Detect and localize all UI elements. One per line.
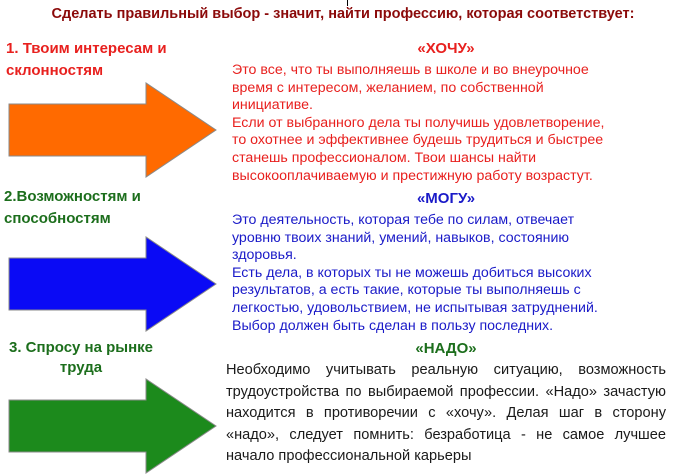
page-heading: Сделать правильный выбор - значит, найти профессию, которая соответствует: (51, 6, 635, 22)
section-1-arrow-shape (9, 83, 216, 177)
section-3-label-text: Спросу на рынке труда (25, 339, 153, 376)
section-2-line: Это деятельность, которая тебе по силам, отвечает (232, 212, 575, 228)
section-1-text (232, 62, 672, 185)
section-1-line: Если от выбранного дела ты получишь удовлетворение, (232, 114, 605, 131)
section-1-number: 1. (6, 40, 19, 57)
section-3-arrow (8, 378, 218, 474)
section-2-label-text: Возможностям и способностям (4, 188, 141, 227)
section-2-arrow (8, 236, 218, 332)
section-1-line: станешь профессионалом. Твои шансы найти (232, 149, 537, 166)
section-1-line: время с интересом, желанием, по собственной (232, 79, 544, 96)
section-2-line: результатов, а есть такие, которые ты выполняешь с (232, 282, 581, 299)
section-2-line: Выбор должен быть сделан в пользу последних. (232, 317, 554, 334)
section-3-number: 3. (8, 339, 22, 356)
section-2-line: легкостью, удовольствием, не испытывая затруднений. (232, 299, 598, 316)
section-1-arrow (8, 82, 218, 178)
section-2-line: уровню твоих знаний, умений, навыков, состоянию (232, 229, 570, 246)
section-1-line: инициативе. (232, 97, 313, 114)
section-1-line: высокооплачиваемую и престижную работу возрастут. (232, 167, 593, 184)
section-3-title: «НАДО» (415, 340, 477, 357)
section-2-text (232, 212, 672, 335)
section-1-label (6, 38, 206, 82)
section-1-line: то охотнее и эффективнее будешь трудиться и быстрее (232, 132, 604, 149)
section-2-label (4, 186, 204, 230)
section-1-line: Это все, что ты выполняешь в школе и во внеурочное (232, 62, 589, 78)
section-3-arrow-shape (9, 379, 216, 473)
section-1-title: «ХОЧУ» (417, 40, 475, 57)
section-1-label-text: Твоим интересам и склонностям (6, 40, 167, 79)
section-3-label (6, 338, 156, 378)
section-3-text: Необходимо учитывать реальную ситуацию, возможность трудоустройства по выбираемой профессии. «Надо» зачастую находится в противоречии с «хочу». Делая шаг в сторону «надо», следует помнить: безработица - не самое лучшее начало профессиональной карьеры (226, 362, 666, 464)
section-2-number: 2. (4, 188, 17, 205)
section-2-line: здоровья. (232, 247, 297, 264)
section-2-title: «МОГУ» (416, 190, 476, 207)
section-2-arrow-shape (9, 237, 216, 331)
section-2-line: Есть дела, в которых ты не можешь добиться высоких (232, 264, 592, 281)
